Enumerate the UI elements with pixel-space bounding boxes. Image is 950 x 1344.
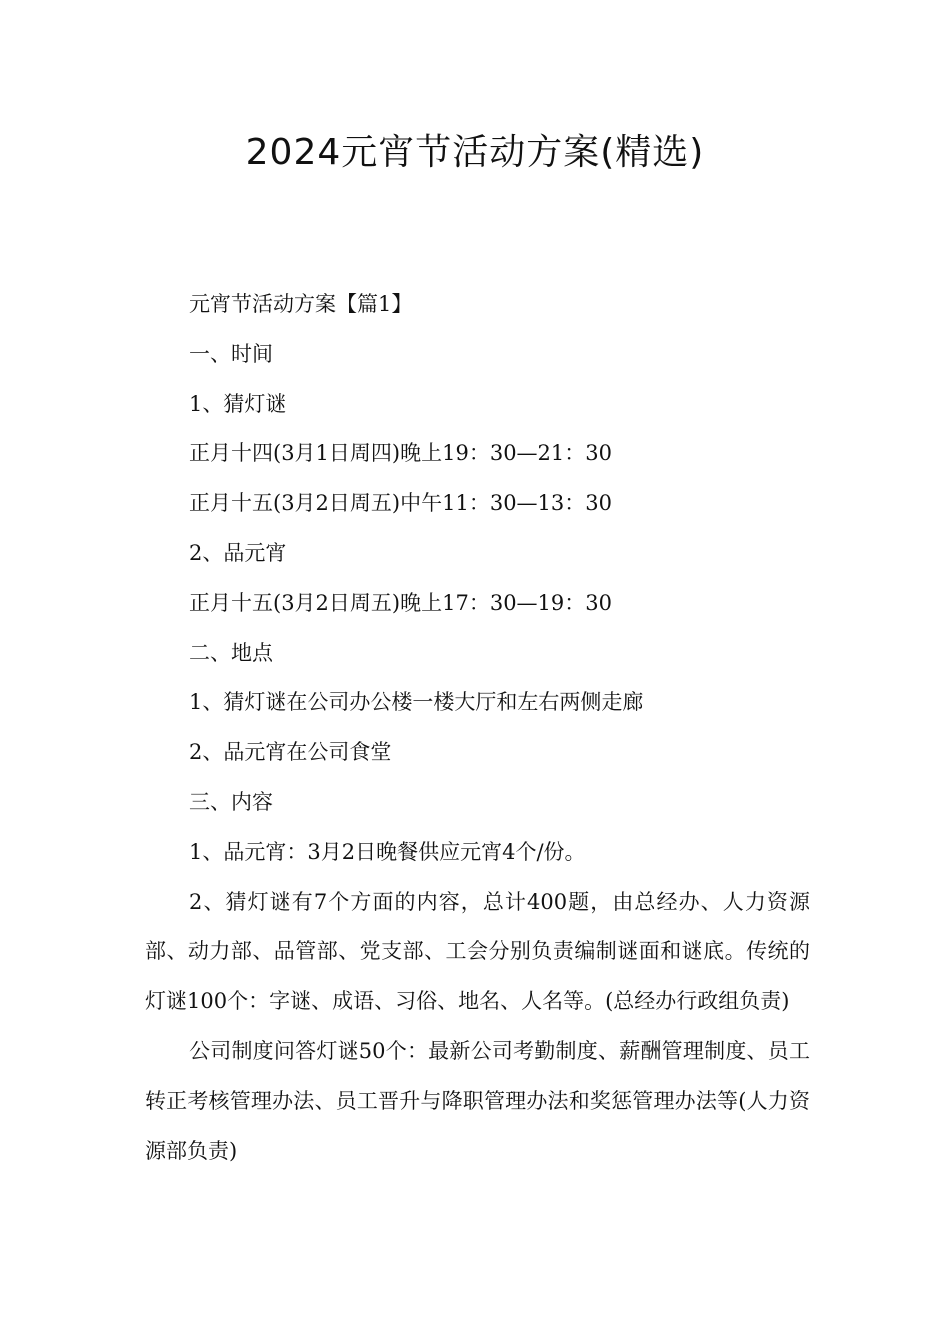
- schedule-line: 正月十五(3月2日周五)中午11：30—13：30: [189, 491, 612, 516]
- content-paragraph: 2、猜灯谜有7个方面的内容，总计400题，由总经办、人力资源部、动力部、品管部、党支部、工会分别负责编制谜面和谜底。传统的灯谜100个：字谜、成语、习俗、地名、人名等。(总经办行政组负责): [145, 889, 810, 1014]
- document-title: 2024元宵节活动方案(精选): [245, 132, 705, 173]
- section-heading-part1: 元宵节活动方案【篇1】: [189, 292, 413, 316]
- schedule-line: 正月十四(3月1日周四)晚上19：30—21：30: [189, 441, 612, 466]
- heading-time: 一、时间: [189, 341, 273, 366]
- location-line: 2、品元宵在公司食堂: [189, 740, 392, 765]
- subheading-lantern-riddles: 1、猜灯谜: [189, 391, 287, 416]
- schedule-line: 正月十五(3月2日周五)晚上17：30—19：30: [189, 590, 612, 615]
- content-paragraph: 公司制度问答灯谜50个：最新公司考勤制度、薪酬管理制度、员工转正考核管理办法、员工晋升与降职管理办法和奖惩管理办法等(人力资源部负责): [145, 1038, 810, 1163]
- location-line: 1、猜灯谜在公司办公楼一楼大厅和左右两侧走廊: [189, 690, 644, 715]
- content-paragraph: 1、品元宵：3月2日晚餐供应元宵4个/份。: [189, 839, 586, 864]
- heading-location: 二、地点: [189, 640, 273, 665]
- subheading-yuanxiao-tasting: 2、品元宵: [189, 540, 287, 565]
- heading-content: 三、内容: [189, 789, 273, 814]
- document-body: [145, 280, 810, 1176]
